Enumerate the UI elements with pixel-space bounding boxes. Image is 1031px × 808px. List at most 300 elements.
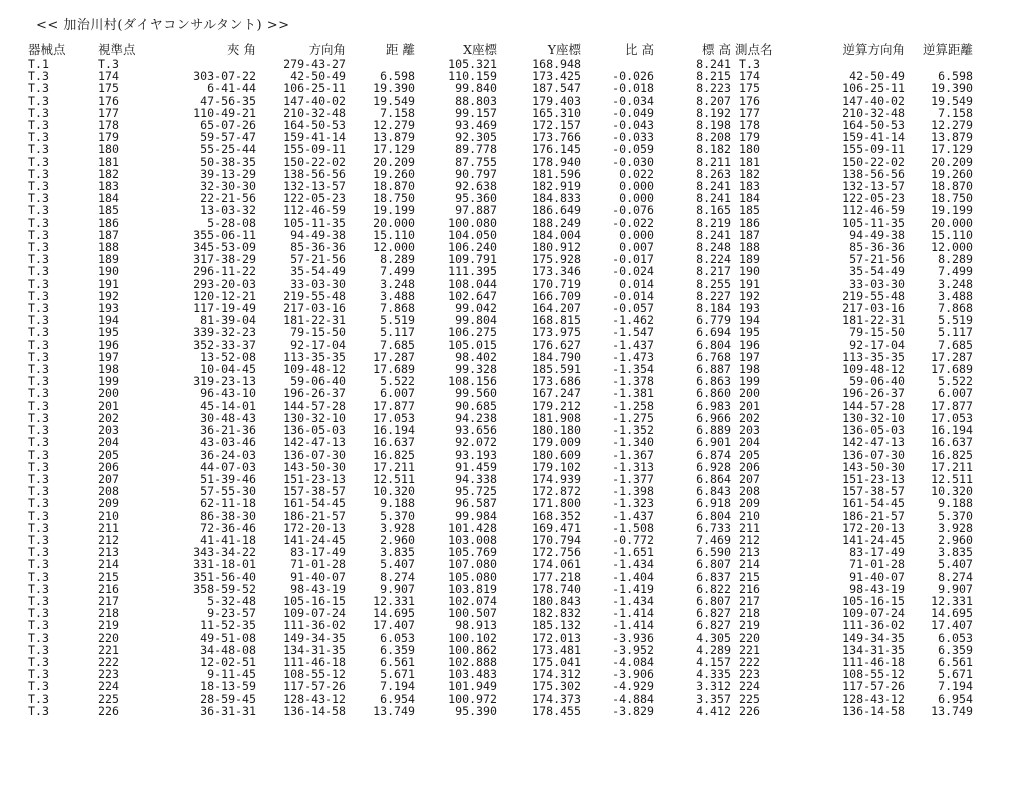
instrument-point-cell: T.3 — [28, 545, 49, 560]
x-coordinate-cell: 103.008 — [448, 532, 497, 547]
included-angle-cell: 30-48-43 — [200, 410, 256, 425]
included-angle-cell: 39-13-29 — [200, 166, 256, 181]
x-coordinate-cell: 111.395 — [448, 264, 497, 279]
distance-cell: 3.488 — [380, 288, 415, 303]
elevation-cell: 6.864 — [696, 471, 731, 486]
x-coordinate-cell: 101.949 — [448, 679, 497, 694]
inverse-direction-angle-cell: 111-46-18 — [842, 654, 905, 669]
station-name-cell: 201 — [739, 398, 760, 413]
included-angle-cell: 343-34-22 — [193, 545, 256, 560]
distance-cell: 16.194 — [373, 423, 415, 438]
x-coordinate-cell: 89.778 — [455, 142, 497, 157]
instrument-point-cell: T.3 — [28, 581, 49, 596]
distance-cell: 6.598 — [380, 69, 415, 84]
table-row — [28, 229, 973, 241]
distance-cell: 20.209 — [373, 154, 415, 169]
inverse-distance-cell: 6.954 — [938, 691, 973, 706]
survey-data-table — [28, 40, 973, 717]
included-angle-cell: 120-12-21 — [193, 288, 256, 303]
sighting-point-cell: 203 — [98, 423, 119, 438]
included-angle-cell: 117-19-49 — [193, 301, 256, 316]
y-coordinate-cell: 181.596 — [532, 166, 581, 181]
inverse-direction-angle-cell: 134-31-35 — [842, 642, 905, 657]
station-name-cell: 212 — [739, 532, 760, 547]
direction-angle-cell: 142-47-13 — [283, 435, 346, 450]
elevation-cell: 8.248 — [696, 240, 731, 255]
inverse-direction-angle-cell: 57-21-56 — [849, 252, 905, 267]
inverse-direction-angle-cell: 106-25-11 — [842, 81, 905, 96]
included-angle-cell: 9-23-57 — [207, 606, 256, 621]
table-row — [28, 607, 973, 619]
sighting-point-cell: 186 — [98, 215, 119, 230]
y-coordinate-cell: 168.815 — [532, 313, 581, 328]
distance-cell: 5.519 — [380, 313, 415, 328]
x-coordinate-cell: 106.275 — [448, 325, 497, 340]
relative-height-cell: -3.952 — [612, 642, 654, 657]
direction-angle-cell: 164-50-53 — [283, 118, 346, 133]
elevation-cell: 8.208 — [696, 130, 731, 145]
table-row — [28, 314, 973, 326]
inverse-direction-angle-cell: 147-40-02 — [842, 93, 905, 108]
included-angle-cell: 36-24-03 — [200, 447, 256, 462]
inverse-distance-cell: 6.359 — [938, 642, 973, 657]
sighting-point-cell: 178 — [98, 118, 119, 133]
elevation-cell: 6.807 — [696, 593, 731, 608]
inverse-direction-angle-cell: 142-47-13 — [842, 435, 905, 450]
station-name-cell: 222 — [739, 654, 760, 669]
station-name-cell: 208 — [739, 484, 760, 499]
distance-cell: 5.522 — [380, 374, 415, 389]
direction-angle-cell: 105-11-35 — [283, 215, 346, 230]
inverse-direction-angle-cell: 157-38-57 — [842, 484, 905, 499]
table-row — [28, 168, 973, 180]
inverse-distance-cell: 19.549 — [931, 93, 973, 108]
inverse-distance-cell: 17.877 — [931, 398, 973, 413]
direction-angle-cell: 138-56-56 — [283, 166, 346, 181]
sighting-point-cell: 200 — [98, 386, 119, 401]
y-coordinate-cell: 178.740 — [532, 581, 581, 596]
included-angle-cell: 45-14-01 — [200, 398, 256, 413]
sighting-point-cell: 202 — [98, 410, 119, 425]
x-coordinate-cell: 102.888 — [448, 654, 497, 669]
included-angle-cell: 81-39-04 — [200, 313, 256, 328]
elevation-cell: 8.184 — [696, 301, 731, 316]
inverse-direction-angle-header: 逆算方向角 — [842, 42, 905, 57]
y-coordinate-cell: 172.157 — [532, 118, 581, 133]
instrument-point-cell: T.3 — [28, 240, 49, 255]
table-row — [28, 265, 973, 277]
instrument-point-cell: T.3 — [28, 496, 49, 511]
sighting-point-cell: 225 — [98, 691, 119, 706]
instrument-point-cell: T.3 — [28, 118, 49, 133]
station-name-cell: 214 — [739, 557, 760, 572]
station-name-cell: 199 — [739, 374, 760, 389]
elevation-cell: 6.843 — [696, 484, 731, 499]
table-row — [28, 632, 973, 644]
included-angle-cell: 47-56-35 — [200, 93, 256, 108]
direction-angle-cell: 149-34-35 — [283, 630, 346, 645]
instrument-point-cell: T.3 — [28, 532, 49, 547]
distance-cell: 3.248 — [380, 276, 415, 291]
station-name-cell: 186 — [739, 215, 760, 230]
x-coordinate-cell: 92.072 — [455, 435, 497, 450]
station-name-cell: 217 — [739, 593, 760, 608]
direction-angle-cell: 136-14-58 — [283, 703, 346, 718]
elevation-cell: 6.768 — [696, 349, 731, 364]
instrument-point-cell: T.3 — [28, 520, 49, 535]
instrument-point-cell: T.3 — [28, 166, 49, 181]
included-angle-cell: 55-25-44 — [200, 142, 256, 157]
relative-height-cell: -1.258 — [612, 398, 654, 413]
elevation-cell: 8.223 — [696, 81, 731, 96]
inverse-distance-cell: 6.007 — [938, 386, 973, 401]
relative-height-cell: 0.022 — [619, 166, 654, 181]
elevation-cell: 7.469 — [696, 532, 731, 547]
instrument-point-cell: T.1 — [28, 57, 49, 71]
elevation-cell: 6.837 — [696, 569, 731, 584]
relative-height-cell: -1.508 — [612, 520, 654, 535]
sighting-point-cell: 208 — [98, 484, 119, 499]
x-coordinate-cell: 99.840 — [455, 81, 497, 96]
inverse-distance-cell: 15.110 — [931, 227, 973, 242]
x-coordinate-cell: 96.587 — [455, 496, 497, 511]
direction-angle-cell: 94-49-38 — [290, 227, 346, 242]
distance-header: 距 離 — [386, 42, 415, 57]
station-name-cell: 182 — [739, 166, 760, 181]
x-coordinate-cell: 108.156 — [448, 374, 497, 389]
y-coordinate-cell: 175.928 — [532, 252, 581, 267]
y-coordinate-header: Y座標 — [547, 42, 581, 57]
station-name-cell: 220 — [739, 630, 760, 645]
elevation-cell: 6.863 — [696, 374, 731, 389]
y-coordinate-cell: 169.471 — [532, 520, 581, 535]
distance-cell: 20.000 — [373, 215, 415, 230]
inverse-distance-cell: 5.522 — [938, 374, 973, 389]
y-coordinate-cell: 176.145 — [532, 142, 581, 157]
table-row — [28, 546, 973, 558]
distance-cell: 16.637 — [373, 435, 415, 450]
direction-angle-cell: 108-55-12 — [283, 667, 346, 682]
inverse-distance-cell: 3.928 — [938, 520, 973, 535]
relative-height-cell: -0.022 — [612, 215, 654, 230]
distance-cell: 3.928 — [380, 520, 415, 535]
distance-cell: 13.879 — [373, 130, 415, 145]
x-coordinate-cell: 102.647 — [448, 288, 497, 303]
y-coordinate-cell: 177.218 — [532, 569, 581, 584]
instrument-point-cell: T.3 — [28, 374, 49, 389]
elevation-cell: 8.227 — [696, 288, 731, 303]
direction-angle-cell: 186-21-57 — [283, 508, 346, 523]
distance-cell: 6.561 — [380, 654, 415, 669]
distance-cell: 9.907 — [380, 581, 415, 596]
included-angle-cell: 352-33-37 — [193, 337, 256, 352]
distance-cell: 17.287 — [373, 349, 415, 364]
distance-cell: 7.158 — [380, 105, 415, 120]
inverse-distance-cell: 17.287 — [931, 349, 973, 364]
direction-angle-cell: 109-07-24 — [283, 606, 346, 621]
station-name-cell: 219 — [739, 618, 760, 633]
direction-angle-cell: 155-09-11 — [283, 142, 346, 157]
inverse-direction-angle-cell: 128-43-12 — [842, 691, 905, 706]
instrument-point-cell: T.3 — [28, 703, 49, 718]
sighting-point-cell: 206 — [98, 459, 119, 474]
x-coordinate-cell: 99.984 — [455, 508, 497, 523]
x-coordinate-cell: 93.656 — [455, 423, 497, 438]
relative-height-cell: -1.414 — [612, 618, 654, 633]
sighting-point-cell: 191 — [98, 276, 119, 291]
included-angle-cell: 36-21-36 — [200, 423, 256, 438]
elevation-cell: 6.779 — [696, 313, 731, 328]
inverse-distance-cell: 18.870 — [931, 179, 973, 194]
inverse-distance-cell: 13.879 — [931, 130, 973, 145]
direction-angle-cell: 196-26-37 — [283, 386, 346, 401]
inverse-direction-angle-cell: 117-57-26 — [842, 679, 905, 694]
included-angle-cell: 96-43-10 — [200, 386, 256, 401]
sighting-point-cell: 226 — [98, 703, 119, 718]
sighting-point-cell: 201 — [98, 398, 119, 413]
relative-height-cell: -1.352 — [612, 423, 654, 438]
distance-cell: 18.750 — [373, 191, 415, 206]
station-name-cell: 180 — [739, 142, 760, 157]
station-name-cell: 223 — [739, 667, 760, 682]
included-angle-cell: 9-11-45 — [207, 667, 256, 682]
elevation-cell: 6.822 — [696, 581, 731, 596]
table-row — [28, 656, 973, 668]
table-row — [28, 473, 973, 485]
y-coordinate-cell: 168.948 — [532, 57, 581, 71]
instrument-point-cell: T.3 — [28, 398, 49, 413]
table-row — [28, 339, 973, 351]
inverse-direction-angle-cell: 136-05-03 — [842, 423, 905, 438]
relative-height-cell: -1.377 — [612, 471, 654, 486]
sighting-point-cell: 212 — [98, 532, 119, 547]
table-row — [28, 693, 973, 705]
station-name-cell: 191 — [739, 276, 760, 291]
instrument-point-cell: T.3 — [28, 154, 49, 169]
x-coordinate-cell: 95.360 — [455, 191, 497, 206]
elevation-cell: 6.983 — [696, 398, 731, 413]
inverse-direction-angle-cell: 113-35-35 — [842, 349, 905, 364]
sighting-point-cell: 183 — [98, 179, 119, 194]
inverse-distance-header: 逆算距離 — [922, 42, 973, 57]
included-angle-cell: 5-28-08 — [207, 215, 256, 230]
included-angle-cell: 51-39-46 — [200, 471, 256, 486]
distance-cell: 10.320 — [373, 484, 415, 499]
elevation-cell: 6.860 — [696, 386, 731, 401]
direction-angle-cell: 172-20-13 — [283, 520, 346, 535]
elevation-header: 標 高 — [702, 42, 731, 57]
page-title: << 加治川村(ダイヤコンサルタント) >> — [36, 18, 290, 33]
station-name-cell: 198 — [739, 362, 760, 377]
instrument-point-cell: T.3 — [28, 130, 49, 145]
y-coordinate-cell: 172.756 — [532, 545, 581, 560]
direction-angle-cell: 130-32-10 — [283, 410, 346, 425]
station-name-cell: 203 — [739, 423, 760, 438]
instrument-point-cell: T.3 — [28, 142, 49, 157]
x-coordinate-cell: 101.428 — [448, 520, 497, 535]
included-angle-cell: 293-20-03 — [193, 276, 256, 291]
x-coordinate-cell: 90.797 — [455, 166, 497, 181]
table-row — [28, 400, 973, 412]
inverse-direction-angle-cell: 98-43-19 — [849, 581, 905, 596]
elevation-cell: 3.357 — [696, 691, 731, 706]
instrument-point-cell: T.3 — [28, 203, 49, 218]
included-angle-cell: 355-06-11 — [193, 227, 256, 242]
inverse-direction-angle-cell: 164-50-53 — [842, 118, 905, 133]
x-coordinate-cell: 99.328 — [455, 362, 497, 377]
sighting-point-cell: 216 — [98, 581, 119, 596]
direction-angle-cell: 117-57-26 — [283, 679, 346, 694]
relative-height-cell: -3.936 — [612, 630, 654, 645]
x-coordinate-cell: 110.159 — [448, 69, 497, 84]
sighting-point-cell: 196 — [98, 337, 119, 352]
elevation-cell: 8.219 — [696, 215, 731, 230]
relative-height-cell: -3.906 — [612, 667, 654, 682]
instrument-point-cell: T.3 — [28, 447, 49, 462]
inverse-direction-angle-cell: 186-21-57 — [842, 508, 905, 523]
distance-cell: 7.194 — [380, 679, 415, 694]
distance-cell: 3.835 — [380, 545, 415, 560]
y-coordinate-cell: 174.061 — [532, 557, 581, 572]
y-coordinate-cell: 184.004 — [532, 227, 581, 242]
direction-angle-cell: 59-06-40 — [290, 374, 346, 389]
sighting-point-cell: 221 — [98, 642, 119, 657]
sighting-point-cell: 223 — [98, 667, 119, 682]
y-coordinate-cell: 173.975 — [532, 325, 581, 340]
x-coordinate-cell: 100.507 — [448, 606, 497, 621]
included-angle-cell: 110-49-21 — [193, 105, 256, 120]
inverse-direction-angle-cell: 83-17-49 — [849, 545, 905, 560]
inverse-distance-cell: 16.637 — [931, 435, 973, 450]
elevation-cell: 8.165 — [696, 203, 731, 218]
table-row — [28, 156, 973, 168]
instrument-point-cell: T.3 — [28, 191, 49, 206]
y-coordinate-cell: 187.547 — [532, 81, 581, 96]
inverse-distance-cell: 14.695 — [931, 606, 973, 621]
elevation-cell: 6.733 — [696, 520, 731, 535]
x-coordinate-cell: 103.483 — [448, 667, 497, 682]
station-name-cell: 178 — [739, 118, 760, 133]
relative-height-cell: -1.313 — [612, 459, 654, 474]
instrument-point-cell: T.3 — [28, 508, 49, 523]
inverse-direction-angle-cell: 172-20-13 — [842, 520, 905, 535]
inverse-distance-cell: 19.390 — [931, 81, 973, 96]
table-row — [28, 424, 973, 436]
inverse-direction-angle-cell: 79-15-50 — [849, 325, 905, 340]
included-angle-cell: 32-30-30 — [200, 179, 256, 194]
table-row — [28, 619, 973, 631]
relative-height-cell: -0.018 — [612, 81, 654, 96]
direction-angle-cell: 161-54-45 — [283, 496, 346, 511]
instrument-point-cell: T.3 — [28, 679, 49, 694]
y-coordinate-cell: 184.790 — [532, 349, 581, 364]
y-coordinate-cell: 178.940 — [532, 154, 581, 169]
table-header-row — [28, 40, 973, 58]
direction-angle-cell: 98-43-19 — [290, 581, 346, 596]
inverse-direction-angle-cell: 111-36-02 — [842, 618, 905, 633]
elevation-cell: 8.241 — [696, 179, 731, 194]
inverse-direction-angle-cell: 161-54-45 — [842, 496, 905, 511]
instrument-point-cell: T.3 — [28, 362, 49, 377]
instrument-point-cell: T.3 — [28, 569, 49, 584]
inverse-direction-angle-cell: 130-32-10 — [842, 410, 905, 425]
instrument-point-cell: T.3 — [28, 179, 49, 194]
direction-angle-cell: 150-22-02 — [283, 154, 346, 169]
inverse-direction-angle-cell: 109-48-12 — [842, 362, 905, 377]
distance-cell: 12.511 — [373, 471, 415, 486]
inverse-direction-angle-cell: 181-22-31 — [842, 313, 905, 328]
sighting-point-cell: 220 — [98, 630, 119, 645]
table-row — [28, 204, 973, 216]
instrument-point-cell: T.3 — [28, 301, 49, 316]
relative-height-cell: -1.414 — [612, 606, 654, 621]
sighting-point-cell: 189 — [98, 252, 119, 267]
relative-height-cell: -4.884 — [612, 691, 654, 706]
included-angle-cell: 41-41-18 — [200, 532, 256, 547]
y-coordinate-cell: 186.649 — [532, 203, 581, 218]
instrument-point-cell: T.3 — [28, 459, 49, 474]
y-coordinate-cell: 173.481 — [532, 642, 581, 657]
inverse-distance-cell: 17.053 — [931, 410, 973, 425]
inverse-direction-angle-cell: 138-56-56 — [842, 166, 905, 181]
inverse-direction-angle-cell: 92-17-04 — [849, 337, 905, 352]
inverse-distance-cell: 3.835 — [938, 545, 973, 560]
sighting-point-cell: 175 — [98, 81, 119, 96]
x-coordinate-cell: 95.725 — [455, 484, 497, 499]
direction-angle-cell: 132-13-57 — [283, 179, 346, 194]
distance-cell: 14.695 — [373, 606, 415, 621]
relative-height-cell: -0.772 — [612, 532, 654, 547]
elevation-cell: 6.874 — [696, 447, 731, 462]
direction-angle-cell: 71-01-28 — [290, 557, 346, 572]
station-name-cell: 190 — [739, 264, 760, 279]
station-name-cell: 187 — [739, 227, 760, 242]
station-name-cell: 221 — [739, 642, 760, 657]
station-name-cell: 224 — [739, 679, 760, 694]
sighting-point-cell: 219 — [98, 618, 119, 633]
direction-angle-cell: 219-55-48 — [283, 288, 346, 303]
direction-angle-cell: 33-03-30 — [290, 276, 346, 291]
table-row — [28, 351, 973, 363]
y-coordinate-cell: 176.627 — [532, 337, 581, 352]
x-coordinate-cell: 94.238 — [455, 410, 497, 425]
distance-cell: 5.117 — [380, 325, 415, 340]
station-name-cell: 216 — [739, 581, 760, 596]
elevation-cell: 8.182 — [696, 142, 731, 157]
inverse-distance-cell: 20.000 — [931, 215, 973, 230]
direction-angle-cell: 217-03-16 — [283, 301, 346, 316]
inverse-distance-cell: 5.519 — [938, 313, 973, 328]
included-angle-cell: 331-18-01 — [193, 557, 256, 572]
direction-angle-cell: 143-50-30 — [283, 459, 346, 474]
x-coordinate-header: X座標 — [463, 42, 497, 57]
station-name-cell: 195 — [739, 325, 760, 340]
direction-angle-cell: 113-35-35 — [283, 349, 346, 364]
inverse-direction-angle-cell: 108-55-12 — [842, 667, 905, 682]
distance-cell: 8.274 — [380, 569, 415, 584]
x-coordinate-cell: 105.080 — [448, 569, 497, 584]
distance-cell: 17.689 — [373, 362, 415, 377]
inverse-distance-cell: 9.907 — [938, 581, 973, 596]
distance-cell: 19.199 — [373, 203, 415, 218]
inverse-direction-angle-cell: 105-11-35 — [842, 215, 905, 230]
inverse-distance-cell: 7.685 — [938, 337, 973, 352]
station-name-cell: 179 — [739, 130, 760, 145]
elevation-cell: 8.217 — [696, 264, 731, 279]
x-coordinate-cell: 92.638 — [455, 179, 497, 194]
instrument-point-cell: T.3 — [28, 654, 49, 669]
y-coordinate-cell: 175.041 — [532, 654, 581, 669]
